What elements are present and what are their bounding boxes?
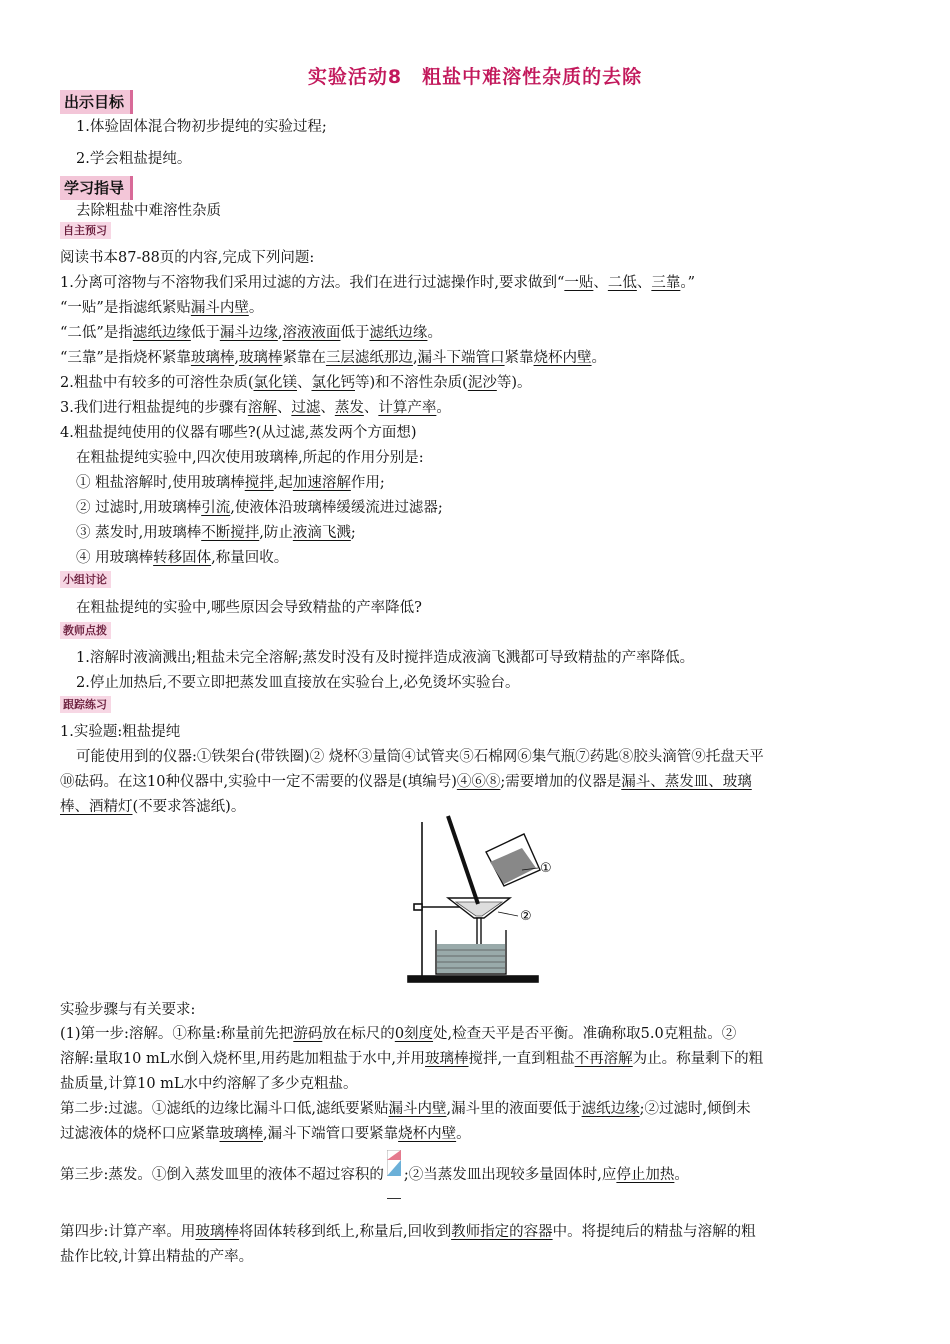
- text: 过滤液体的烧杯口应紧靠: [60, 1126, 220, 1142]
- text: 低于: [340, 325, 370, 341]
- answer: 漏斗内壁: [190, 300, 249, 316]
- text: 、: [593, 275, 608, 291]
- text: ① 粗盐溶解时,使用玻璃棒: [76, 475, 245, 491]
- step-1-line-3: 盐质量,计算10 mL水中约溶解了多少克粗盐。: [60, 1076, 358, 1092]
- text: ④ 用玻璃棒: [76, 550, 154, 566]
- answer: 玻璃棒: [425, 1051, 469, 1067]
- answer: 玻璃棒: [195, 1224, 239, 1240]
- discussion-question: 在粗盐提纯的实验中,哪些原因会导致精盐的产率降低?: [76, 600, 422, 616]
- text: 。: [591, 350, 607, 366]
- text: 为止。称量剩下的粗: [632, 1051, 764, 1067]
- step-4-line-2: 盐作比较,计算出精盐的产率。: [60, 1249, 254, 1265]
- goal-2: 2.学会粗盐提纯。: [76, 151, 192, 167]
- answer: 液滴飞溅: [292, 525, 351, 541]
- answer: 不再溶解: [574, 1051, 633, 1067]
- answer: 玻璃棒: [190, 350, 235, 366]
- answer: 玻璃棒: [219, 1126, 263, 1142]
- text: 紧靠: [504, 350, 534, 366]
- filtration-apparatus-figure: [400, 812, 560, 987]
- answer: 棒、酒精灯: [60, 799, 133, 815]
- answer: 氯化钙: [311, 375, 355, 391]
- teacher-note-1: 1.溶解时液滴溅出;粗盐未完全溶解;蒸发时没有及时搅拌造成液滴飞溅都可导致精盐的产率降低。: [76, 650, 695, 666]
- rod-use-4: [76, 548, 911, 568]
- answer: 引流: [201, 500, 231, 516]
- guide-topic: 去除粗盐中难溶性杂质: [76, 203, 221, 219]
- text: 第二步:过滤。①滤纸的边缘比漏斗口低,滤纸要紧贴: [60, 1101, 389, 1117]
- answer: 加速溶解: [292, 475, 351, 491]
- text: 作用;: [350, 475, 385, 491]
- answer: 溶液液面: [282, 325, 341, 341]
- answer: 漏斗内壁: [388, 1101, 447, 1117]
- teacher-note-2: 2.停止加热后,不要立即把蒸发皿直接放在实验台上,必免烫坏实验台。: [76, 675, 520, 691]
- text: ,: [277, 325, 283, 341]
- answer: 泥沙: [467, 375, 497, 391]
- funnel: [448, 898, 510, 952]
- answer: 三层滤纸那边: [325, 350, 413, 366]
- figure-label-1: ①: [540, 861, 552, 876]
- figure-label-2: ②: [520, 909, 532, 924]
- text: ;: [350, 525, 356, 541]
- text: “一贴”是指滤纸紧贴: [60, 300, 191, 316]
- text: ;②过滤时,倾倒未: [639, 1101, 751, 1117]
- three-lean-line: [60, 348, 895, 368]
- question-3: [60, 398, 895, 418]
- teacher-tag: 教师点拨: [60, 622, 111, 639]
- answer: 玻璃棒: [238, 350, 283, 366]
- answer: 转移固体: [153, 550, 212, 566]
- text: ,起: [273, 475, 293, 491]
- text: 、: [276, 400, 292, 416]
- text: 中。将提纯后的精盐与溶解的粗: [552, 1224, 756, 1240]
- answer: 二低: [607, 275, 637, 291]
- answer: 游码: [293, 1026, 323, 1042]
- text: 处,检查天平是否平衡。准确称取5.0克粗盐。②: [433, 1026, 737, 1042]
- pouring-beaker: [486, 834, 540, 886]
- text: 2.粗盐中有较多的可溶性杂质(: [60, 375, 254, 391]
- text: 低于: [190, 325, 220, 341]
- instrument-question: [60, 772, 895, 792]
- preview-intro: 阅读书本87-88页的内容,完成下列问题:: [60, 250, 315, 266]
- text: 1.分离可溶物与不溶物我们采用过滤的方法。我们在进行过滤操作时,要求做到“: [60, 275, 565, 291]
- text: ,漏斗里的液面要低于: [446, 1101, 582, 1117]
- text: 3.我们进行粗盐提纯的步骤有: [60, 400, 248, 416]
- text: ③ 蒸发时,用玻璃棒: [76, 525, 202, 541]
- practice-1-title: 1.实验题:粗盐提纯: [60, 724, 181, 740]
- text: ,称量回收。: [211, 550, 289, 566]
- text: (不要求答滤纸)。: [132, 799, 246, 815]
- text: 第三步:蒸发。①倒入蒸发皿里的液体不超过容积的: [60, 1167, 384, 1183]
- answer: 溶解: [247, 400, 277, 416]
- text: 、: [363, 400, 379, 416]
- answer: 滤纸边缘: [369, 325, 428, 341]
- text: “二低”是指: [60, 325, 133, 341]
- step-2-line-1: [60, 1099, 895, 1119]
- text: 溶解:量取10 mL水倒入烧杯里,用药匙加粗盐于水中,并用: [60, 1051, 426, 1067]
- text: 放在标尺的: [322, 1026, 395, 1042]
- answer: 搅拌: [244, 475, 274, 491]
- page-title: 实验活动8 粗盐中难溶性杂质的去除: [307, 66, 643, 88]
- text: 将固体转移到纸上,称量后,回收到: [238, 1224, 452, 1240]
- answer: 漏斗下端管口: [417, 350, 505, 366]
- text: ② 过滤时,用玻璃棒: [76, 500, 202, 516]
- beaker-bottom: [436, 930, 506, 974]
- answer: 滤纸边缘: [581, 1101, 640, 1117]
- text: ⑩砝码。在这10种仪器中,实验中一定不需要的仪器是(填编号): [60, 774, 457, 790]
- text: 。: [456, 1126, 471, 1142]
- goal-1: 1.体验固体混合物初步提纯的实验过程;: [76, 119, 327, 135]
- text: 第四步:计算产率。用: [60, 1224, 196, 1240]
- glass-rod: [448, 816, 478, 904]
- text: (1)第一步:溶解。①称量:称量前先把: [60, 1026, 294, 1042]
- text: 。”: [680, 275, 696, 291]
- text: 紧靠在: [282, 350, 326, 366]
- discussion-tag: 小组讨论: [60, 571, 111, 588]
- text: ,: [234, 350, 239, 366]
- text: ;需要增加的仪器是: [500, 774, 622, 790]
- text: 、: [636, 275, 652, 291]
- text: ;②当蒸发皿出现较多量固体时,应: [403, 1167, 617, 1183]
- answer: 蒸发: [334, 400, 364, 416]
- text: 搅拌,一直到粗盐: [468, 1051, 575, 1067]
- answer: 不断搅拌: [201, 525, 260, 541]
- instrument-list: 可能使用到的仪器:①铁架台(带铁圈)② 烧杯③量筒④试管夹⑤石棉网⑥集气瓶⑦药匙⑧胶头滴管⑨托盘天平: [76, 749, 764, 765]
- glass-rod-intro: 在粗盐提纯实验中,四次使用玻璃棒,所起的作用分别是:: [76, 450, 424, 466]
- text: ,使液体沿玻璃棒缓缓流进过滤器;: [230, 500, 443, 516]
- rod-use-3: [76, 523, 911, 543]
- one-stick-line: [60, 298, 895, 318]
- text: 。: [674, 1167, 689, 1183]
- answer: 教师指定的容器: [451, 1224, 553, 1240]
- text: 。: [248, 300, 264, 316]
- answer: 漏斗、蒸发皿、玻璃: [621, 774, 752, 790]
- text: “三靠”是指烧杯紧靠: [60, 350, 191, 366]
- answer: 0刻度: [394, 1026, 434, 1042]
- text: 。: [436, 400, 451, 416]
- step-4-line-1: [60, 1222, 895, 1242]
- text: ,漏斗下端管口要紧靠: [263, 1126, 399, 1142]
- text: 等)和不溶性杂质(: [355, 375, 468, 391]
- two-low-line: [60, 323, 895, 343]
- answer: 过滤: [291, 400, 321, 416]
- self-study-tag: 自主预习: [60, 222, 111, 239]
- section-guide-heading: 学习指导: [60, 176, 133, 200]
- question-4: 4.粗盐提纯使用的仪器有哪些?(从过滤,蒸发两个方面想): [60, 425, 417, 441]
- answer: 一贴: [564, 275, 594, 291]
- text: 、: [320, 400, 335, 416]
- step-1-line-1: [60, 1024, 895, 1044]
- rod-use-1: [76, 473, 911, 493]
- practice-tag: 跟踪练习: [60, 696, 111, 713]
- answer: 烧杯内壁: [398, 1126, 457, 1142]
- steps-title: 实验步骤与有关要求:: [60, 1002, 196, 1018]
- answer: 滤纸边缘: [132, 325, 191, 341]
- text: 、: [297, 375, 312, 391]
- rod-use-2: [76, 498, 911, 518]
- question-1: [60, 273, 895, 293]
- answer: 氯化镁: [253, 375, 297, 391]
- answer: 三靠: [651, 275, 681, 291]
- text: ,: [412, 350, 418, 366]
- answer: 漏斗边缘: [219, 325, 278, 341]
- fraction-image: [387, 1150, 401, 1199]
- answer: ④⑥⑧: [456, 774, 501, 790]
- answer: 烧杯内壁: [533, 350, 592, 366]
- step-3-line: [60, 1150, 895, 1199]
- answer: 停止加热: [616, 1167, 675, 1183]
- question-2: [60, 373, 895, 393]
- step-2-line-2: [60, 1124, 895, 1144]
- text: 。: [427, 325, 442, 341]
- section-goals-heading: 出示目标: [60, 90, 133, 114]
- text: ,防止: [259, 525, 293, 541]
- step-1-line-2: [60, 1049, 895, 1069]
- text: 等)。: [496, 375, 532, 391]
- answer: 计算产率: [378, 400, 437, 416]
